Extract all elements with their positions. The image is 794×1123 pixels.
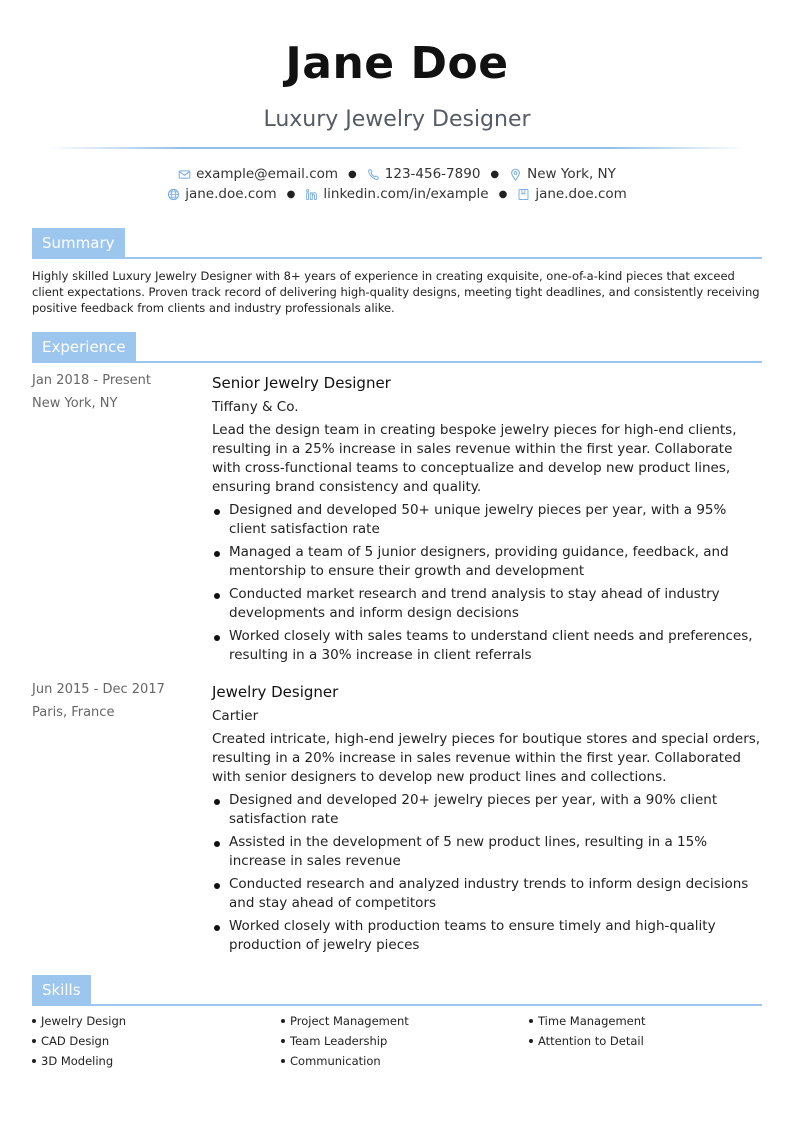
skill-label: Attention to Detail — [538, 1034, 644, 1048]
separator-dot: ● — [498, 188, 508, 200]
skill-item — [281, 1054, 381, 1068]
bullet-icon — [529, 1039, 533, 1043]
bookmark-icon — [517, 188, 530, 201]
skill-item — [529, 1034, 644, 1048]
contact-portfolio[interactable] — [517, 186, 626, 202]
job-dates: Jun 2015 - Dec 2017 — [32, 682, 165, 697]
job-location: New York, NY — [32, 396, 118, 411]
achievement-text: Assisted in the development of 5 new product lines, resulting in a 15% increase in sales revenue — [229, 834, 708, 869]
skill-label: 3D Modeling — [41, 1054, 114, 1068]
section-summary-header — [32, 228, 762, 258]
list-item — [212, 875, 762, 913]
skill-label: Team Leadership — [290, 1034, 388, 1048]
phone-text: 123-456-7890 — [384, 166, 481, 182]
skill-item — [32, 1014, 126, 1028]
job-achievements — [212, 501, 762, 669]
separator-dot: ● — [348, 168, 357, 180]
job-title: Jewelry Designer — [212, 683, 339, 701]
skill-label: Jewelry Design — [41, 1014, 127, 1028]
separator-dot: ● — [490, 168, 500, 180]
job-achievements — [212, 791, 762, 959]
contact-phone[interactable] — [367, 166, 481, 182]
website-text: jane.doe.com — [185, 186, 277, 202]
job-title: Senior Jewelry Designer — [212, 374, 391, 392]
section-divider — [32, 1004, 762, 1006]
email-text: example@email.com — [196, 166, 339, 182]
achievement-text: Designed and developed 20+ jewelry pieces per year, with a 90% client satisfaction rate — [229, 792, 718, 827]
skill-label: Project Management — [290, 1014, 409, 1028]
list-item — [212, 627, 762, 665]
header-divider — [47, 147, 747, 149]
section-divider — [32, 257, 762, 259]
section-experience-header — [32, 332, 762, 362]
phone-icon — [367, 168, 380, 181]
bullet-icon — [281, 1039, 285, 1043]
skill-label: Time Management — [538, 1014, 646, 1028]
achievement-text: Worked closely with sales teams to understand client needs and preferences, resulting in a 30% increase in client referrals — [229, 628, 753, 663]
job-description: Created intricate, high-end jewelry pieces for boutique stores and special orders, resulting in a 20% increase in sales revenue within the first year. Collaborated with senior designers to develop new product lines and collections. — [212, 731, 761, 785]
achievement-text: Worked closely with production teams to ensure timely and high-quality production of jewelry pieces — [229, 918, 716, 953]
candidate-name: Jane Doe — [285, 38, 509, 89]
skill-label: CAD Design — [41, 1034, 110, 1048]
job-company: Cartier — [212, 708, 259, 724]
section-title: Experience — [32, 332, 136, 362]
bullet-icon — [214, 509, 220, 515]
bullet-icon — [214, 925, 220, 931]
skill-item — [32, 1034, 109, 1048]
bullet-icon — [214, 841, 220, 847]
list-item — [212, 543, 762, 581]
list-item — [212, 917, 762, 955]
bullet-icon — [32, 1039, 36, 1043]
job-company: Tiffany & Co. — [212, 399, 299, 415]
bullet-icon — [214, 799, 220, 805]
contact-location — [509, 166, 616, 182]
bullet-icon — [214, 883, 220, 889]
summary-text: Highly skilled Luxury Jewelry Designer with 8+ years of experience in creating exquisite, one-of-a-kind pieces that exceed client expectations. Proven track record of delivering high-quality designs, meeting tight deadlines, and consistently receiving positive feedback from clients and industry professionals alike. — [32, 269, 760, 315]
bullet-icon — [281, 1019, 285, 1023]
email-icon — [178, 168, 191, 181]
bullet-icon — [32, 1059, 36, 1063]
list-item — [212, 501, 762, 539]
achievement-text: Conducted research and analyzed industry trends to inform design decisions and stay ahead of competitors — [229, 876, 749, 911]
job-location: Paris, France — [32, 705, 115, 720]
linkedin-icon — [305, 188, 318, 201]
location-text: New York, NY — [527, 166, 616, 182]
list-item — [212, 833, 762, 871]
contact-row-secondary — [0, 186, 794, 202]
candidate-title: Luxury Jewelry Designer — [263, 107, 531, 132]
linkedin-text: linkedin.com/in/example — [323, 186, 489, 202]
bullet-icon — [529, 1019, 533, 1023]
skill-label: Communication — [290, 1054, 381, 1068]
separator-dot: ● — [286, 188, 296, 200]
contact-row-primary — [0, 166, 794, 182]
list-item — [212, 585, 762, 623]
location-pin-icon — [509, 168, 522, 181]
section-skills-header — [32, 975, 762, 1005]
achievement-text: Designed and developed 50+ unique jewelry pieces per year, with a 95% client satisfaction rate — [229, 502, 727, 537]
bullet-icon — [32, 1019, 36, 1023]
job-dates: Jan 2018 - Present — [32, 373, 151, 388]
list-item — [212, 791, 762, 829]
contact-email[interactable] — [178, 166, 338, 182]
skill-item — [529, 1014, 646, 1028]
section-divider — [32, 361, 762, 363]
bullet-icon — [214, 635, 220, 641]
bullet-icon — [281, 1059, 285, 1063]
achievement-text: Conducted market research and trend analysis to stay ahead of industry developments and inform design decisions — [229, 586, 720, 621]
skill-item — [281, 1014, 409, 1028]
bullet-icon — [214, 593, 220, 599]
section-title: Skills — [32, 975, 91, 1005]
portfolio-text: jane.doe.com — [535, 186, 627, 202]
globe-icon — [167, 188, 180, 201]
contact-website[interactable] — [167, 186, 276, 202]
bullet-icon — [214, 551, 220, 557]
skill-item — [281, 1034, 387, 1048]
section-title: Summary — [32, 228, 125, 258]
skill-item — [32, 1054, 113, 1068]
job-description: Lead the design team in creating bespoke jewelry pieces for high-end clients, resulting in a 25% increase in sales revenue within the first year. Collaborate with cross-functional teams to conceptualize and develop new product lines, ensuring brand consistency and quality. — [212, 422, 737, 495]
achievement-text: Managed a team of 5 junior designers, providing guidance, feedback, and mentorship to ensure their growth and development — [229, 544, 729, 579]
contact-linkedin[interactable] — [305, 186, 488, 202]
